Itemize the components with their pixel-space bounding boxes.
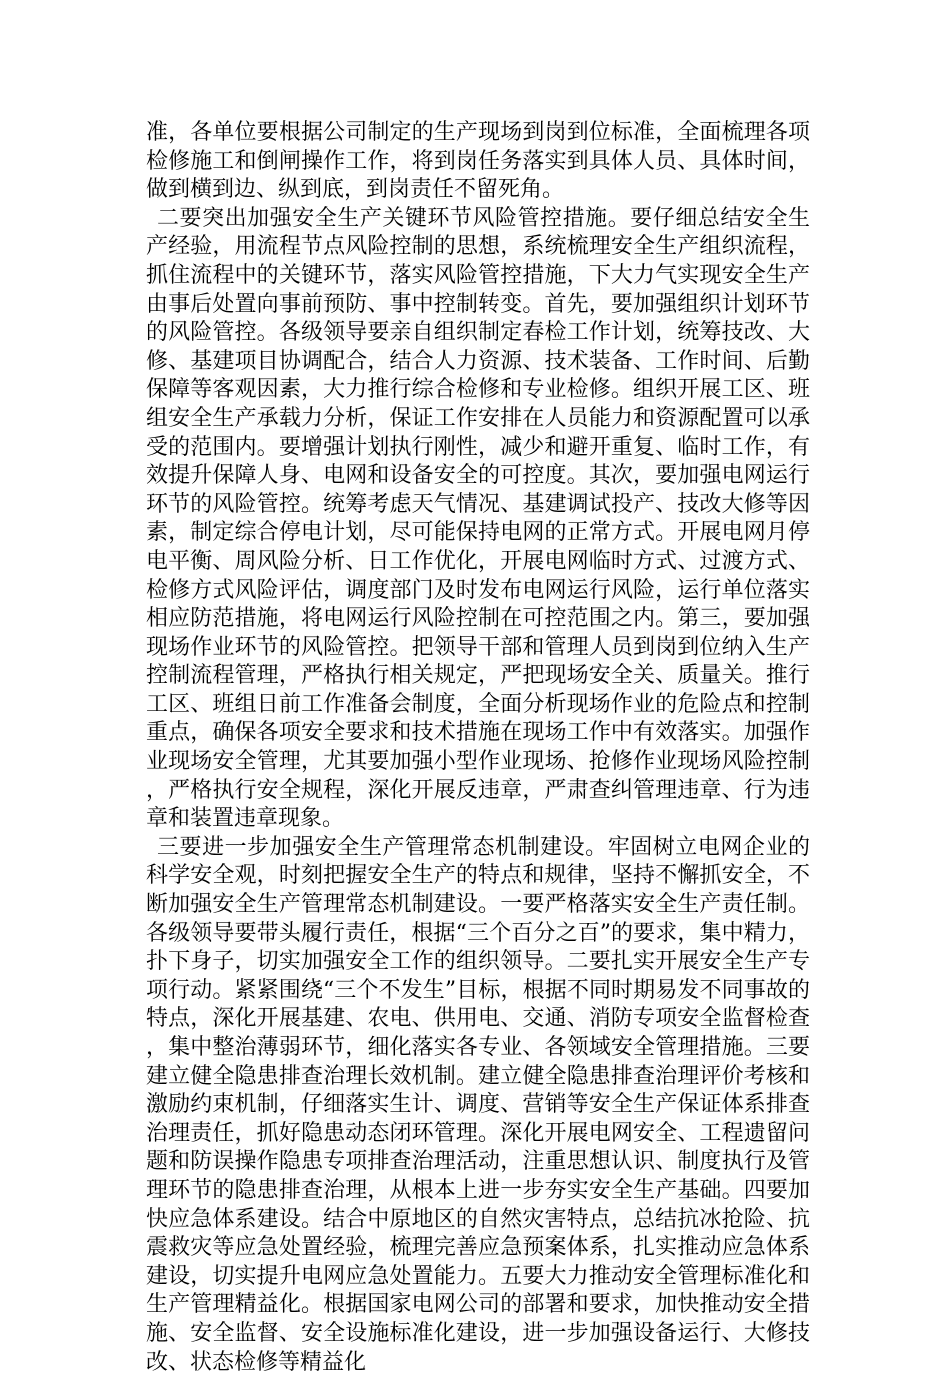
paragraph-continuation: 准，各单位要根据公司制定的生产现场到岗到位标准，全面梳理各项检修施工和倒闸操作工作，将到岗任务落实到具体人员、具体时间，做到横到边、纵到底，到岗责任不留死角。 [146,120,810,203]
document-page [146,119,810,1375]
paragraph-mechanism-building: 三要进一步加强安全生产管理常态机制建设。牢固树立电网企业的科学安全观，时刻把握安全生产的特点和规律，坚持不懈抓安全，不断加强安全生产管理常态机制建设。一要严格落实安全生产责任制。各级领导要带头履行责任，根据“三个百分之百”的要求，集中精力，扑下身子，切实加强安全工作的组织领导。二要扎实开展安全生产专项行动。紧紧围绕“三个不发生”目标，根据不同时期易发不同事故的特点，深化开展基建、农电、供用电、交通、消防专项安全监督检查，集中整治薄弱环节，细化落实各专业、各领域安全管理措施。三要建立健全隐患排查治理长效机制。建立健全隐患排查治理评价考核和激励约束机制，仔细落实生计、调度、营销等安全生产保证体系排查治理责任，抓好隐患动态闭环管理。深化开展电网安全、工程遗留问题和防误操作隐患专项排查治理活动，注重思想认识、制度执行及管理环节的隐患排查治理，从根本上进一步夯实安全生产基础。四要加快应急体系建设。结合中原地区的自然灾害特点，总结抗冰抢险、抗震救灾等应急处置经验，梳理完善应急预案体系，扎实推动应急体系建设，切实提升电网应急处置能力。五要大力推动安全管理标准化和生产管理精益化。根据国家电网公司的部署和要求，加快推动安全措施、安全监督、安全设施标准化建设，进一步加强设备运行、大修技改、状态检修等精益化 [146,834,810,1375]
paragraph-risk-control: 二要突出加强安全生产关键环节风险管控措施。要仔细总结安全生产经验，用流程节点风险控制的思想，系统梳理安全生产组织流程，抓住流程中的关键环节，落实风险管控措施，下大力气实现安全生产由事后处置向事前预防、事中控制转变。首先，要加强组织计划环节的风险管控。各级领导要亲自组织制定春检工作计划，统筹技改、大修、基建项目协调配合，结合人力资源、技术装备、工作时间、后勤保障等客观因素，大力推行综合检修和专业检修。组织开展工区、班组安全生产承载力分析，保证工作安排在人员能力和资源配置可以承受的范围内。要增强计划执行刚性，减少和避开重复、临时工作，有效提升保障人身、电网和设备安全的可控度。其次，要加强电网运行环节的风险管控。统筹考虑天气情况、基建调试投产、技改大修等因素，制定综合停电计划，尽可能保持电网的正常方式。开展电网月停电平衡、周风险分析、日工作优化，开展电网临时方式、过渡方式、检修方式风险评估，调度部门及时发布电网运行风险，运行单位落实相应防范措施，将电网运行风险控制在可控范围之内。第三，要加强现场作业环节的风险管控。把领导干部和管理人员到岗到位纳入生产控制流程管理，严格执行相关规定，严把现场安全关、质量关。推行工区、班组日前工作准备会制度，全面分析现场作业的危险点和控制重点，确保各项安全要求和技术措施在现场工作中有效落实。加强作业现场安全管理，尤其要加强小型作业现场、抢修作业现场风险控制，严格执行安全规程，深化开展反违章，严肃查纠管理违章、行为违章和装置违章现象。 [146,205,810,832]
